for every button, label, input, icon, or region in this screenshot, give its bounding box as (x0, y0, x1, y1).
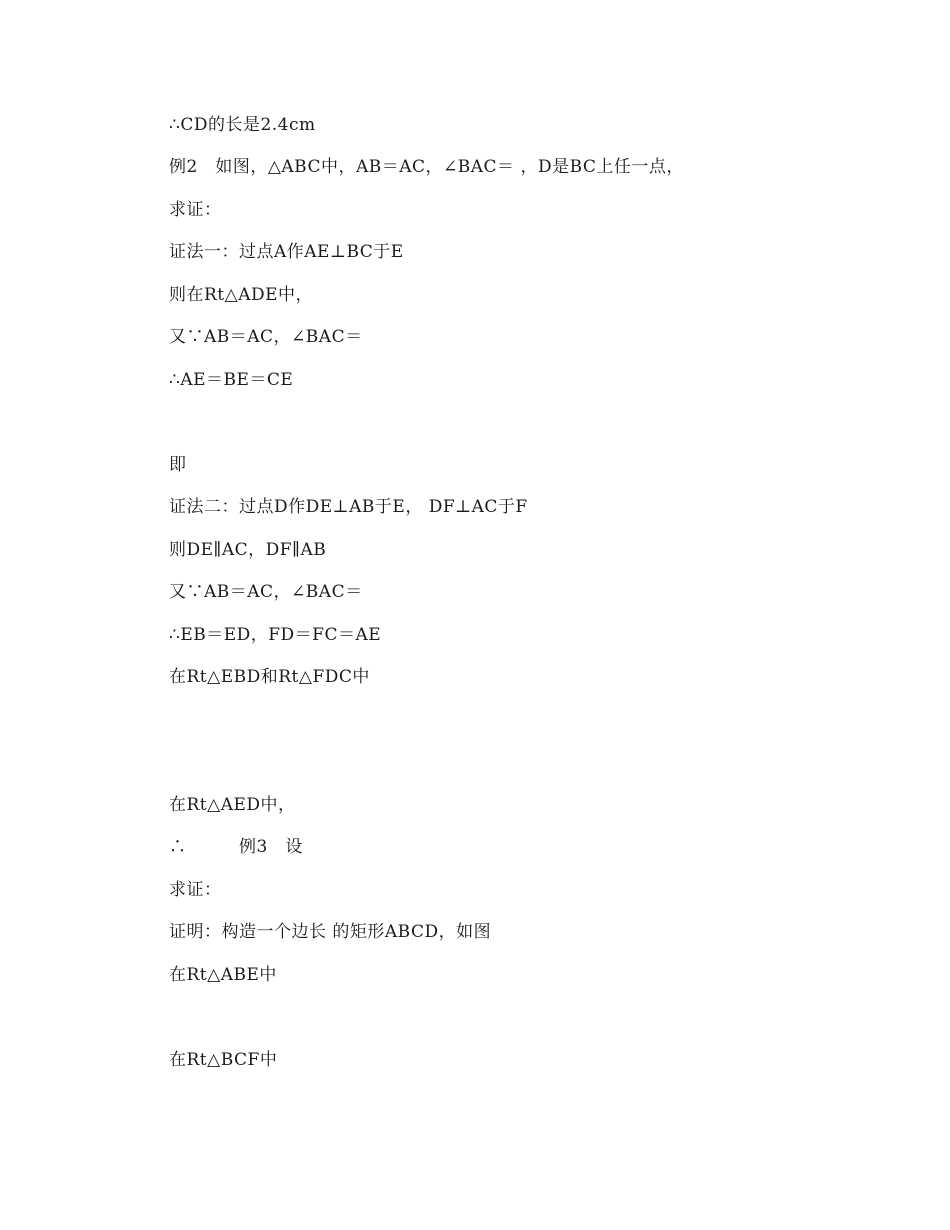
text-line-in-rt-abe: 在Rt△ABE中 (169, 965, 277, 985)
text-line-given-ab-ac-1: 又∵AB＝AC，∠BAC＝ (169, 327, 363, 347)
text-line-in-rt-aed: 在Rt△AED中， (169, 795, 296, 815)
text-line-in-rt-bcf: 在Rt△BCF中 (169, 1050, 278, 1070)
text-line-prove-2: 求证： (169, 880, 222, 900)
text-line-proof1-heading: 证法一：过点A作AE⊥BC于E (169, 242, 404, 262)
text-line-proof2-heading: 证法二：过点D作DE⊥AB于E， DF⊥AC于F (169, 497, 528, 517)
text-line-given-ab-ac-2: 又∵AB＝AC，∠BAC＝ (169, 582, 363, 602)
text-line-conclusion-cd: ∴CD的长是2.4cm (169, 115, 316, 135)
text-line-in-rt-ade: 则在Rt△ADE中， (169, 285, 314, 305)
text-line-example2-statement: 例2 如图，△ABC中，AB＝AC，∠BAC＝ ，D是BC上任一点， (169, 157, 684, 177)
text-line-ae-be-ce: ∴AE＝BE＝CE (169, 370, 294, 390)
text-line-parallel: 则DE∥AC，DF∥AB (169, 540, 327, 560)
text-line-in-rt-ebd-fdc: 在Rt△EBD和Rt△FDC中 (169, 667, 370, 687)
text-line-eb-ed: ∴EB＝ED，FD＝FC＝AE (169, 625, 382, 645)
text-line-proof-rectangle: 证明：构造一个边长 的矩形ABCD，如图 (169, 922, 492, 942)
text-line-namely: 即 (169, 455, 187, 475)
text-line-prove-1: 求证： (169, 200, 222, 220)
text-line-therefore-example3: ∴ 例3 设 (169, 837, 303, 857)
